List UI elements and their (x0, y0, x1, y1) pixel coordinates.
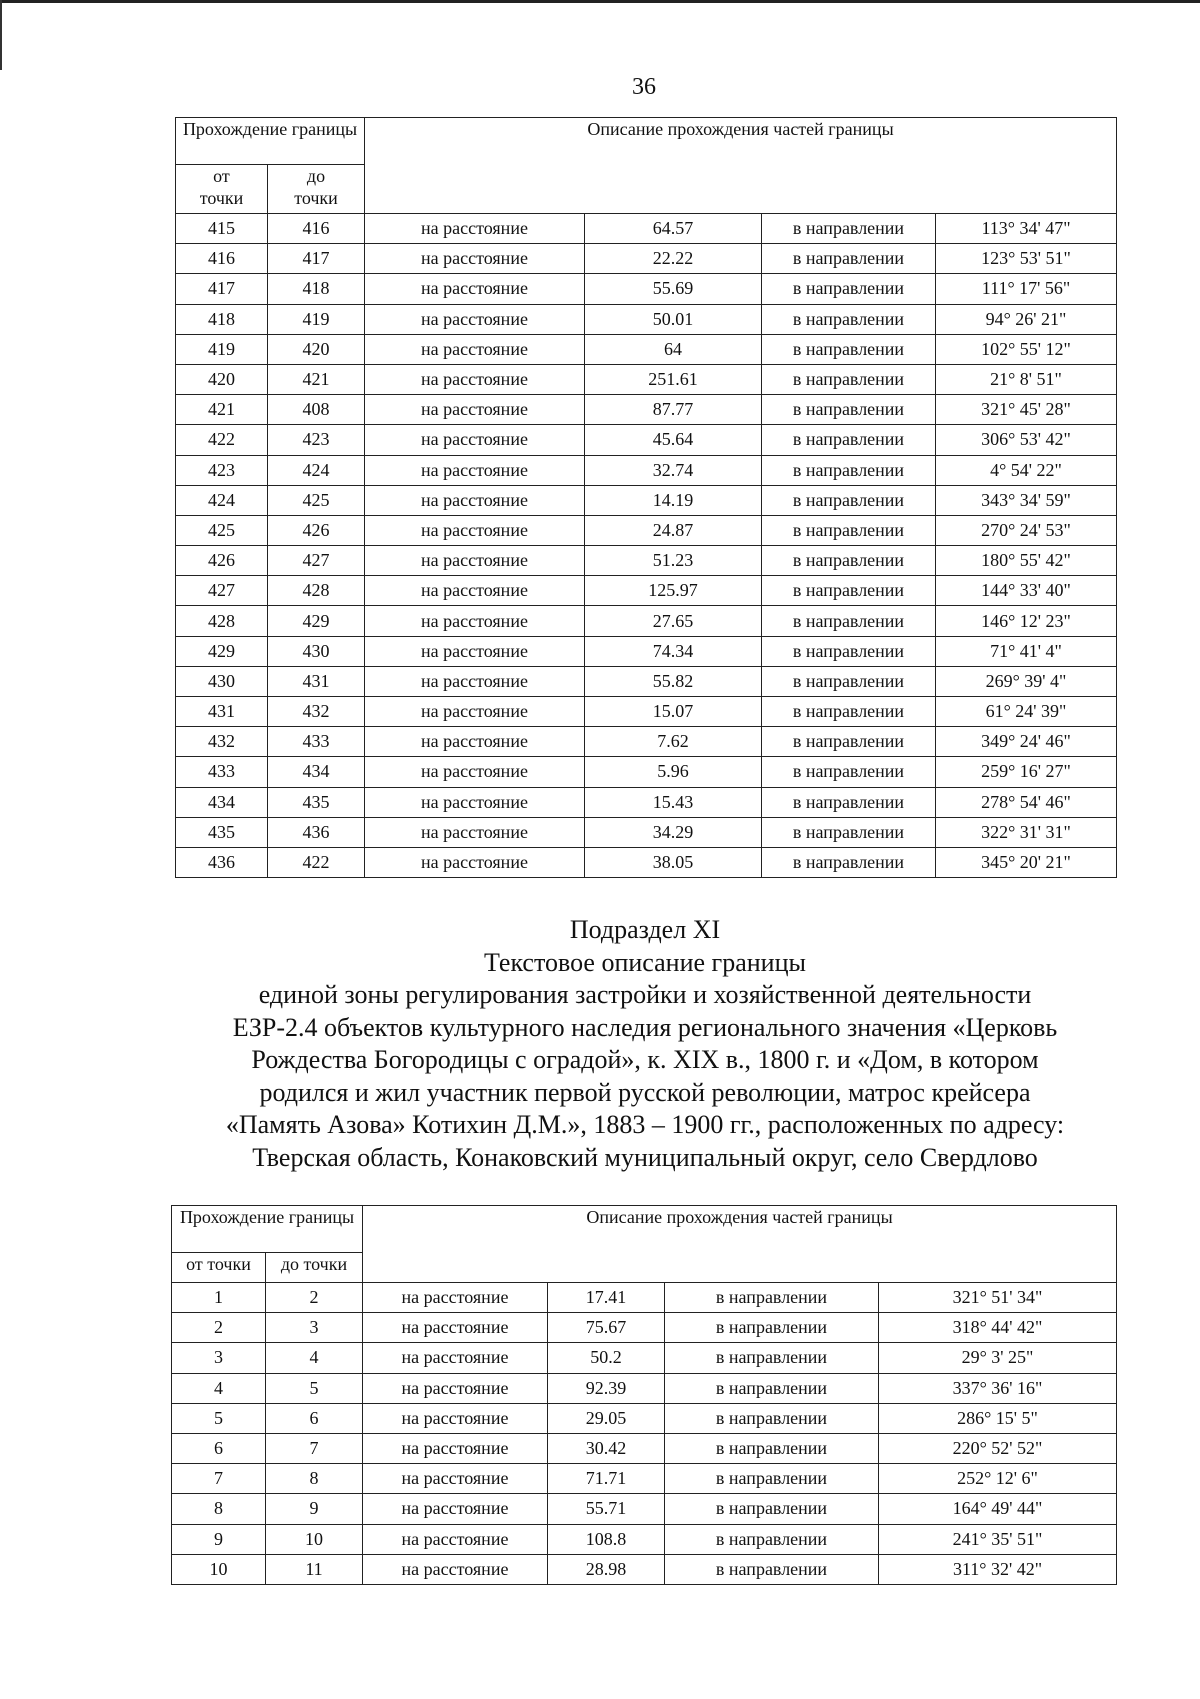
header-from-point: от точки (172, 1253, 266, 1283)
to-point-cell: 425 (268, 485, 365, 515)
distance-label-cell: на расстояние (363, 1343, 548, 1373)
from-point-cell: 415 (176, 214, 268, 244)
direction-value-cell: 146° 12' 23" (936, 606, 1117, 636)
table-row (176, 606, 1117, 636)
table-row (172, 1554, 1117, 1584)
from-point-cell: 424 (176, 485, 268, 515)
table-row (176, 455, 1117, 485)
direction-value-cell: 164° 49' 44" (879, 1494, 1117, 1524)
distance-value-cell: 55.82 (585, 666, 762, 696)
table-row (172, 1494, 1117, 1524)
from-point-cell: 434 (176, 787, 268, 817)
from-point-cell: 417 (176, 274, 268, 304)
direction-label-cell: в направлении (762, 244, 936, 274)
direction-label-cell: в направлении (762, 787, 936, 817)
direction-value-cell: 144° 33' 40" (936, 576, 1117, 606)
from-point-cell: 8 (172, 1494, 266, 1524)
table-row (176, 666, 1117, 696)
distance-label-cell: на расстояние (365, 757, 585, 787)
from-point-cell: 429 (176, 636, 268, 666)
from-point-cell: 431 (176, 697, 268, 727)
distance-value-cell: 22.22 (585, 244, 762, 274)
distance-value-cell: 71.71 (548, 1464, 665, 1494)
table-row (176, 727, 1117, 757)
to-point-cell: 430 (268, 636, 365, 666)
to-point-cell: 11 (266, 1554, 363, 1584)
to-point-cell: 420 (268, 334, 365, 364)
direction-label-cell: в направлении (665, 1373, 879, 1403)
to-point-cell: 408 (268, 395, 365, 425)
direction-label-cell: в направлении (665, 1464, 879, 1494)
distance-value-cell: 30.42 (548, 1433, 665, 1463)
direction-label-cell: в направлении (762, 546, 936, 576)
from-point-cell: 9 (172, 1524, 266, 1554)
direction-label-cell: в направлении (762, 304, 936, 334)
to-point-cell: 8 (266, 1464, 363, 1494)
direction-label-cell: в направлении (762, 334, 936, 364)
from-point-cell: 420 (176, 364, 268, 394)
direction-value-cell: 270° 24' 53" (936, 515, 1117, 545)
heading-line: «Память Азова» Котихин Д.М.», 1883 – 1900 гг., расположенных по адресу: (225, 1110, 1065, 1139)
direction-value-cell: 220° 52' 52" (879, 1433, 1117, 1463)
distance-label-cell: на расстояние (365, 697, 585, 727)
distance-label-cell: на расстояние (365, 485, 585, 515)
direction-label-cell: в направлении (762, 395, 936, 425)
distance-label-cell: на расстояние (365, 847, 585, 877)
distance-label-cell: на расстояние (365, 546, 585, 576)
table-row (176, 546, 1117, 576)
to-point-cell: 4 (266, 1343, 363, 1373)
to-point-cell: 435 (268, 787, 365, 817)
direction-label-cell: в направлении (762, 485, 936, 515)
boundary-table-1 (175, 117, 1117, 878)
distance-value-cell: 87.77 (585, 395, 762, 425)
direction-label-cell: в направлении (762, 455, 936, 485)
distance-label-cell: на расстояние (365, 727, 585, 757)
direction-value-cell: 4° 54' 22" (936, 455, 1117, 485)
scan-edge-top (0, 0, 1200, 3)
distance-value-cell: 75.67 (548, 1313, 665, 1343)
page-number: 36 (632, 74, 656, 100)
to-point-cell: 10 (266, 1524, 363, 1554)
distance-label-cell: на расстояние (363, 1403, 548, 1433)
distance-value-cell: 27.65 (585, 606, 762, 636)
table-row (172, 1524, 1117, 1554)
distance-value-cell: 32.74 (585, 455, 762, 485)
subsection-heading (170, 914, 1120, 1174)
heading-line: Подраздел XI (569, 915, 721, 944)
distance-label-cell: на расстояние (363, 1373, 548, 1403)
header-boundary-description: Описание прохождения частей границы (363, 1206, 1117, 1283)
table-row (172, 1433, 1117, 1463)
table-row (176, 576, 1117, 606)
direction-value-cell: 252° 12' 6" (879, 1464, 1117, 1494)
table-row (176, 274, 1117, 304)
to-point-cell: 434 (268, 757, 365, 787)
distance-value-cell: 51.23 (585, 546, 762, 576)
distance-value-cell: 108.8 (548, 1524, 665, 1554)
direction-value-cell: 286° 15' 5" (879, 1403, 1117, 1433)
from-point-cell: 4 (172, 1373, 266, 1403)
distance-value-cell: 74.34 (585, 636, 762, 666)
table-row (176, 757, 1117, 787)
distance-label-cell: на расстояние (365, 817, 585, 847)
direction-label-cell: в направлении (762, 515, 936, 545)
to-point-cell: 417 (268, 244, 365, 274)
distance-value-cell: 92.39 (548, 1373, 665, 1403)
distance-label-cell: на расстояние (365, 364, 585, 394)
to-point-cell: 3 (266, 1313, 363, 1343)
direction-value-cell: 321° 51' 34" (879, 1283, 1117, 1313)
direction-value-cell: 311° 32' 42" (879, 1554, 1117, 1584)
distance-value-cell: 45.64 (585, 425, 762, 455)
distance-value-cell: 125.97 (585, 576, 762, 606)
from-point-cell: 427 (176, 576, 268, 606)
distance-value-cell: 24.87 (585, 515, 762, 545)
direction-label-cell: в направлении (762, 666, 936, 696)
direction-label-cell: в направлении (762, 576, 936, 606)
from-point-cell: 419 (176, 334, 268, 364)
direction-label-cell: в направлении (762, 606, 936, 636)
direction-value-cell: 269° 39' 4" (936, 666, 1117, 696)
to-point-cell: 432 (268, 697, 365, 727)
distance-value-cell: 5.96 (585, 757, 762, 787)
direction-value-cell: 102° 55' 12" (936, 334, 1117, 364)
direction-label-cell: в направлении (665, 1554, 879, 1584)
distance-value-cell: 64.57 (585, 214, 762, 244)
table-row (176, 847, 1117, 877)
distance-label-cell: на расстояние (365, 334, 585, 364)
table-row (172, 1343, 1117, 1373)
to-point-cell: 427 (268, 546, 365, 576)
to-point-cell: 429 (268, 606, 365, 636)
heading-line: Рождества Богородицы с оградой», к. XIX в., 1800 г. и «Дом, в котором (251, 1045, 1039, 1074)
distance-label-cell: на расстояние (363, 1494, 548, 1524)
distance-value-cell: 55.71 (548, 1494, 665, 1524)
from-point-cell: 10 (172, 1554, 266, 1584)
distance-value-cell: 64 (585, 334, 762, 364)
distance-label-cell: на расстояние (365, 787, 585, 817)
header-boundary-pass: Прохождение границы (172, 1206, 363, 1253)
direction-value-cell: 61° 24' 39" (936, 697, 1117, 727)
from-point-cell: 433 (176, 757, 268, 787)
distance-value-cell: 50.2 (548, 1343, 665, 1373)
table-row (176, 334, 1117, 364)
direction-label-cell: в направлении (762, 636, 936, 666)
direction-value-cell: 180° 55' 42" (936, 546, 1117, 576)
direction-label-cell: в направлении (762, 847, 936, 877)
distance-value-cell: 50.01 (585, 304, 762, 334)
to-point-cell: 424 (268, 455, 365, 485)
from-point-cell: 430 (176, 666, 268, 696)
table-row (176, 364, 1117, 394)
table-row (176, 515, 1117, 545)
from-point-cell: 7 (172, 1464, 266, 1494)
heading-line: Тверская область, Конаковский муниципальный округ, село Свердлово (252, 1142, 1038, 1172)
from-point-cell: 426 (176, 546, 268, 576)
table-row (172, 1283, 1117, 1313)
direction-label-cell: в направлении (762, 214, 936, 244)
from-point-cell: 3 (172, 1343, 266, 1373)
table-row (172, 1464, 1117, 1494)
table-row (176, 395, 1117, 425)
from-point-cell: 5 (172, 1403, 266, 1433)
direction-label-cell: в направлении (665, 1283, 879, 1313)
from-point-cell: 422 (176, 425, 268, 455)
distance-label-cell: на расстояние (363, 1433, 548, 1463)
direction-value-cell: 71° 41' 4" (936, 636, 1117, 666)
distance-label-cell: на расстояние (363, 1464, 548, 1494)
heading-line: Текстовое описание границы (484, 947, 806, 977)
table-row (172, 1403, 1117, 1433)
to-point-cell: 2 (266, 1283, 363, 1313)
to-point-cell: 428 (268, 576, 365, 606)
from-point-cell: 418 (176, 304, 268, 334)
distance-value-cell: 38.05 (585, 847, 762, 877)
direction-label-cell: в направлении (665, 1524, 879, 1554)
direction-value-cell: 241° 35' 51" (879, 1524, 1117, 1554)
distance-label-cell: на расстояние (365, 274, 585, 304)
direction-label-cell: в направлении (762, 364, 936, 394)
distance-label-cell: на расстояние (365, 395, 585, 425)
to-point-cell: 7 (266, 1433, 363, 1463)
direction-value-cell: 21° 8' 51" (936, 364, 1117, 394)
distance-value-cell: 14.19 (585, 485, 762, 515)
to-point-cell: 418 (268, 274, 365, 304)
table-row (172, 1373, 1117, 1403)
header-to-point: до точки (268, 165, 365, 214)
distance-value-cell: 15.07 (585, 697, 762, 727)
distance-value-cell: 29.05 (548, 1403, 665, 1433)
direction-label-cell: в направлении (762, 425, 936, 455)
to-point-cell: 431 (268, 666, 365, 696)
from-point-cell: 428 (176, 606, 268, 636)
distance-label-cell: на расстояние (365, 304, 585, 334)
from-point-cell: 416 (176, 244, 268, 274)
heading-line: ЕЗР-2.4 объектов культурного наследия регионального значения «Церковь (232, 1012, 1058, 1042)
distance-label-cell: на расстояние (363, 1313, 548, 1343)
distance-label-cell: на расстояние (365, 515, 585, 545)
table-row (176, 304, 1117, 334)
table-row (176, 697, 1117, 727)
direction-value-cell: 318° 44' 42" (879, 1313, 1117, 1343)
distance-label-cell: на расстояние (365, 666, 585, 696)
header-boundary-description: Описание прохождения частей границы (365, 118, 1117, 214)
direction-label-cell: в направлении (762, 817, 936, 847)
distance-value-cell: 34.29 (585, 817, 762, 847)
direction-value-cell: 322° 31' 31" (936, 817, 1117, 847)
distance-value-cell: 17.41 (548, 1283, 665, 1313)
direction-label-cell: в направлении (762, 274, 936, 304)
distance-label-cell: на расстояние (365, 636, 585, 666)
to-point-cell: 426 (268, 515, 365, 545)
direction-label-cell: в направлении (665, 1403, 879, 1433)
to-point-cell: 6 (266, 1403, 363, 1433)
from-point-cell: 425 (176, 515, 268, 545)
distance-value-cell: 251.61 (585, 364, 762, 394)
from-point-cell: 6 (172, 1433, 266, 1463)
direction-label-cell: в направлении (665, 1494, 879, 1524)
direction-value-cell: 306° 53' 42" (936, 425, 1117, 455)
table-body (176, 214, 1117, 878)
header-to-point: до точки (266, 1253, 363, 1283)
table-body (172, 1283, 1117, 1585)
from-point-cell: 1 (172, 1283, 266, 1313)
distance-value-cell: 7.62 (585, 727, 762, 757)
direction-value-cell: 94° 26' 21" (936, 304, 1117, 334)
from-point-cell: 423 (176, 455, 268, 485)
table-row (176, 485, 1117, 515)
to-point-cell: 421 (268, 364, 365, 394)
to-point-cell: 5 (266, 1373, 363, 1403)
distance-value-cell: 55.69 (585, 274, 762, 304)
from-point-cell: 421 (176, 395, 268, 425)
table-row (176, 636, 1117, 666)
table-row (176, 787, 1117, 817)
direction-value-cell: 337° 36' 16" (879, 1373, 1117, 1403)
direction-label-cell: в направлении (762, 727, 936, 757)
distance-label-cell: на расстояние (363, 1283, 548, 1313)
direction-value-cell: 113° 34' 47" (936, 214, 1117, 244)
table-row (176, 244, 1117, 274)
to-point-cell: 416 (268, 214, 365, 244)
direction-label-cell: в направлении (665, 1433, 879, 1463)
heading-line: родился и жил участник первой русской революции, матрос крейсера (259, 1077, 1031, 1107)
direction-value-cell: 111° 17' 56" (936, 274, 1117, 304)
header-boundary-pass: Прохождение границы (176, 118, 365, 165)
header-from-point: от точки (176, 165, 268, 214)
direction-label-cell: в направлении (762, 697, 936, 727)
to-point-cell: 423 (268, 425, 365, 455)
to-point-cell: 436 (268, 817, 365, 847)
direction-value-cell: 123° 53' 51" (936, 244, 1117, 274)
distance-label-cell: на расстояние (365, 244, 585, 274)
table-row (172, 1313, 1117, 1343)
direction-label-cell: в направлении (665, 1313, 879, 1343)
direction-value-cell: 343° 34' 59" (936, 485, 1117, 515)
distance-label-cell: на расстояние (365, 455, 585, 485)
distance-value-cell: 28.98 (548, 1554, 665, 1584)
from-point-cell: 436 (176, 847, 268, 877)
distance-label-cell: на расстояние (365, 425, 585, 455)
scan-edge-left (0, 0, 2, 70)
distance-value-cell: 15.43 (585, 787, 762, 817)
to-point-cell: 433 (268, 727, 365, 757)
boundary-table-2 (171, 1205, 1117, 1585)
direction-value-cell: 278° 54' 46" (936, 787, 1117, 817)
from-point-cell: 2 (172, 1313, 266, 1343)
distance-label-cell: на расстояние (365, 576, 585, 606)
heading-line: единой зоны регулирования застройки и хозяйственной деятельности (258, 980, 1032, 1009)
direction-value-cell: 259° 16' 27" (936, 757, 1117, 787)
to-point-cell: 9 (266, 1494, 363, 1524)
distance-label-cell: на расстояние (365, 214, 585, 244)
direction-value-cell: 349° 24' 46" (936, 727, 1117, 757)
from-point-cell: 432 (176, 727, 268, 757)
direction-value-cell: 321° 45' 28" (936, 395, 1117, 425)
distance-label-cell: на расстояние (365, 606, 585, 636)
direction-value-cell: 345° 20' 21" (936, 847, 1117, 877)
table-row (176, 817, 1117, 847)
direction-label-cell: в направлении (665, 1343, 879, 1373)
from-point-cell: 435 (176, 817, 268, 847)
to-point-cell: 419 (268, 304, 365, 334)
to-point-cell: 422 (268, 847, 365, 877)
distance-label-cell: на расстояние (363, 1554, 548, 1584)
direction-label-cell: в направлении (762, 757, 936, 787)
table-row (176, 214, 1117, 244)
distance-label-cell: на расстояние (363, 1524, 548, 1554)
direction-value-cell: 29° 3' 25" (879, 1343, 1117, 1373)
table-row (176, 425, 1117, 455)
